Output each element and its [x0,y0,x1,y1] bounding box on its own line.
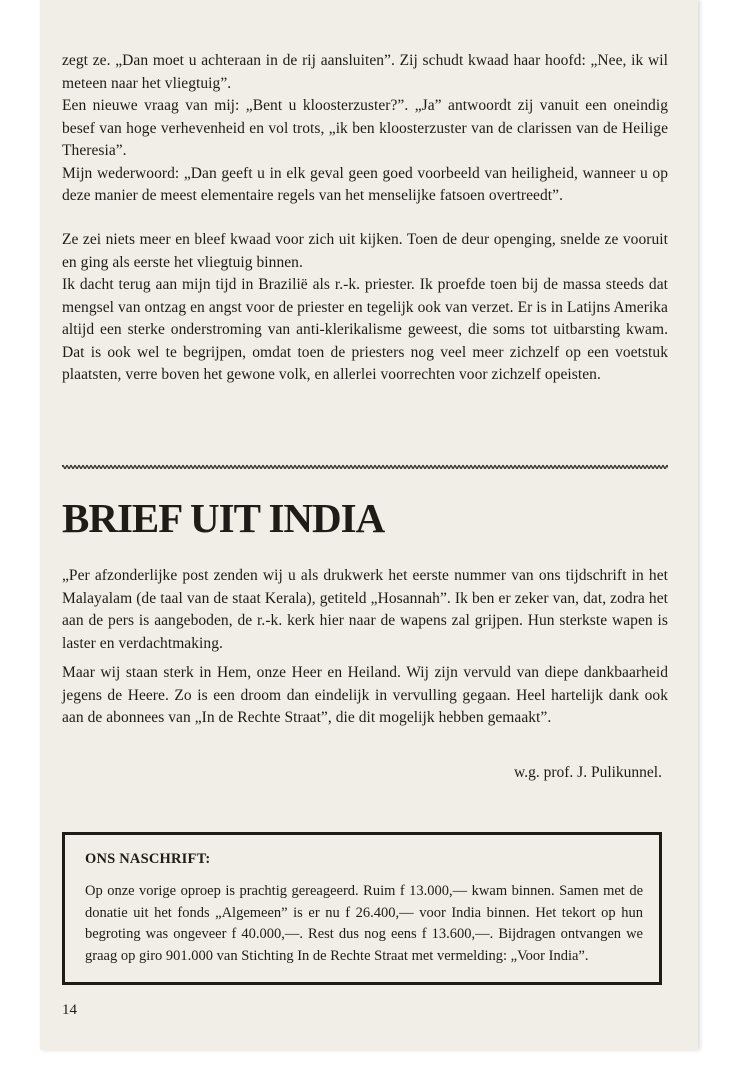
article-paragraph-2: Maar wij staan sterk in Hem, onze Heer en Heiland. Wij zijn vervuld van diepe dankbaarheid jegens de Heere. Zo is een droom dan eindelijk in vervulling gegaan. Heel hartelijk dank ook aan de abonnees van „In de Rechte Straat”, die dit mogelijk hebben gemaakt”. [62,664,668,726]
naschrift-title: ONS NASCHRIFT: [85,851,211,867]
paragraph-1: zegt ze. „Dan moet u achteraan in de rij aansluiten”. Zij schudt kwaad haar hoofd: „Nee, ik wil meteen naar het vliegtuig”. Een nieuwe vraag van mij: „Bent u kloosterzuster?”. „Ja” antwoordt zij vanuit een oneindig besef van hoge verhevenheid en vol trots, „ik ben kloosterzuster van de clarissen van de Heilige Theresia”. Mijn wederwoord: „Dan geeft u in elk geval geen goed voorbeeld van heiligheid, wanneer u op deze manier de meest elementaire regels van het menselijke fatsoen overtreedt”. [62,52,668,204]
page [40,0,698,1050]
signature: w.g. prof. J. Pulikunnel. [514,764,662,781]
naschrift-text: Op onze vorige oproep is prachtig gereageerd. Ruim f 13.000,— kwam binnen. Samen met de donatie uit het fonds „Algemeen” is er nu f 26.400,— voor India binnen. Het tekort op hun begroting was ongeveer f 40.000,—. Rest dus nog eens f 13.600,—. Bijdragen ontvangen we graag op giro 901.000 van Stichting In de Rechte Straat met vermelding: „Voor India”. [85,883,643,964]
naschrift-box [62,832,662,985]
wavy-divider [62,464,668,470]
page-number: 14 [62,1002,77,1018]
article-paragraph-1: „Per afzonderlijke post zenden wij u als drukwerk het eerste nummer van ons tijdschrift in het Malayalam (de taal van de staat Kerala), getiteld „Hosannah”. Ik ben er zeker van, dat, zodra het aan de pers is aangeboden, de r.-k. kerk hier naar de wapens zal grijpen. Hun sterkste wapen is laster en verdachtmaking. [62,567,668,652]
article-title: BRIEF UIT INDIA [62,495,385,541]
paragraph-2: Ze zei niets meer en bleef kwaad voor zich uit kijken. Toen de deur openging, snelde ze vooruit en ging als eerste het vliegtuig binnen. Ik dacht terug aan mijn tijd in Brazilië als r.-k. priester. Ik proefde toen bij de massa steeds dat mengsel van ontzag en angst voor de priester en tegelijk ook van verzet. Er is in Latijns Amerika altijd een sterke onderstroming van anti-klerikalisme geweest, die soms tot uitbarsting kwam. Dat is ook wel te begrijpen, omdat toen de priesters nog veel meer zichzelf op een voetstuk plaatsten, verre boven het gewone volk, en allerlei voorrechten voor zichzelf opeisten. [62,231,668,383]
